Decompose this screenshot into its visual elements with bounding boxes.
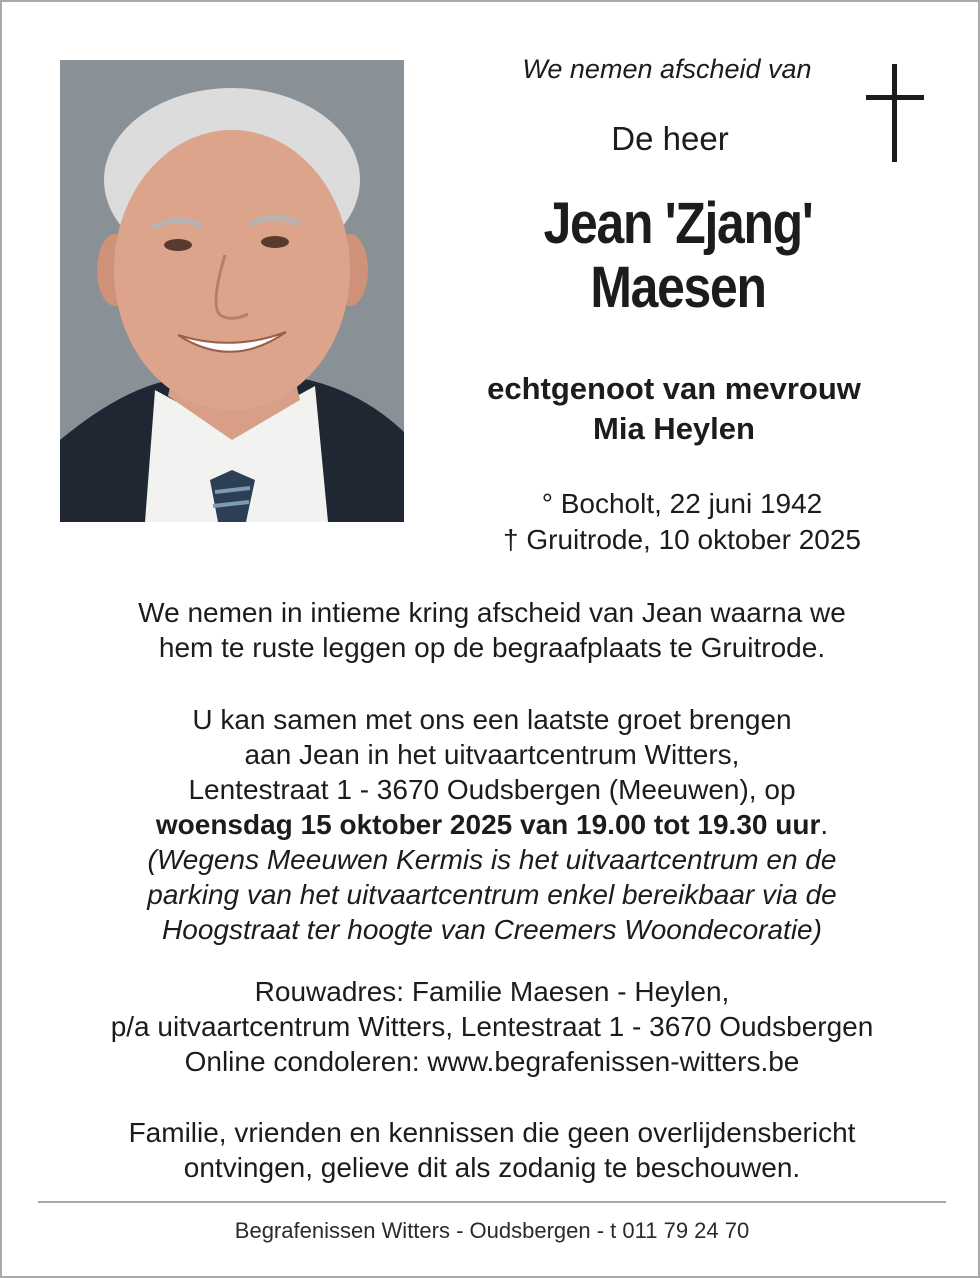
text-line: ontvingen, gelieve dit als zodanig te beschouwen. [183,1152,801,1183]
deceased-name [466,192,889,320]
text-line: We nemen in intieme kring afscheid van Jean waarna we [138,597,846,628]
text-line: Rouwadres: Familie Maesen - Heylen, [254,976,730,1007]
visitation-datetime-bold: woensdag 15 oktober 2025 van 19.00 tot 19.30 uur [155,809,821,840]
spouse-line-1: echtgenoot van mevrouw [487,371,861,406]
funeral-home-footer: Begrafenissen Witters - Oudsbergen - t 011 79 24 70 [234,1218,750,1243]
visitation-datetime-end: . [820,809,829,840]
address-paragraph [42,974,942,1079]
honorific: De heer [611,120,729,157]
access-note-line: (Wegens Meeuwen Kermis is het uitvaartcentrum en de [147,844,837,875]
portrait-image [60,60,404,522]
condolence-link[interactable]: Online condoleren: www.begrafenissen-witters.be [184,1046,800,1077]
footer-divider [38,1201,946,1203]
text-line: p/a uitvaartcentrum Witters, Lentestraat 1 - 3670 Oudsbergen [110,1011,874,1042]
life-dates [432,486,932,558]
name-line-2: Maesen [590,255,766,320]
spouse-line-2: Mia Heylen [593,411,755,446]
farewell-paragraph [42,595,942,665]
text-line: U kan samen met ons een laatste groet brengen [192,704,792,735]
access-note-line: parking van het uitvaartcentrum enkel bereikbaar via de [147,879,837,910]
name-line-1: Jean 'Zjang' [543,191,813,256]
intro-text: We nemen afscheid van [522,54,812,84]
birth-date: ° Bocholt, 22 juni 1942 [541,488,823,519]
text-line: Familie, vrienden en kennissen die geen overlijdensbericht [128,1117,856,1148]
text-line: aan Jean in het uitvaartcentrum Witters, [244,739,740,770]
death-date: † Gruitrode, 10 oktober 2025 [502,524,861,555]
text-line: Lentestraat 1 - 3670 Oudsbergen (Meeuwen), op [188,774,796,805]
visitation-datetime [42,807,942,842]
visitation-paragraph [42,702,942,947]
spouse-info [432,369,916,449]
text-line: hem te ruste leggen op de begraafplaats te Gruitrode. [158,632,826,663]
access-note-line: Hoogstraat ter hoogte van Creemers Woondecoratie) [162,914,822,945]
portrait-photo [60,60,404,522]
notice-paragraph [42,1115,942,1185]
